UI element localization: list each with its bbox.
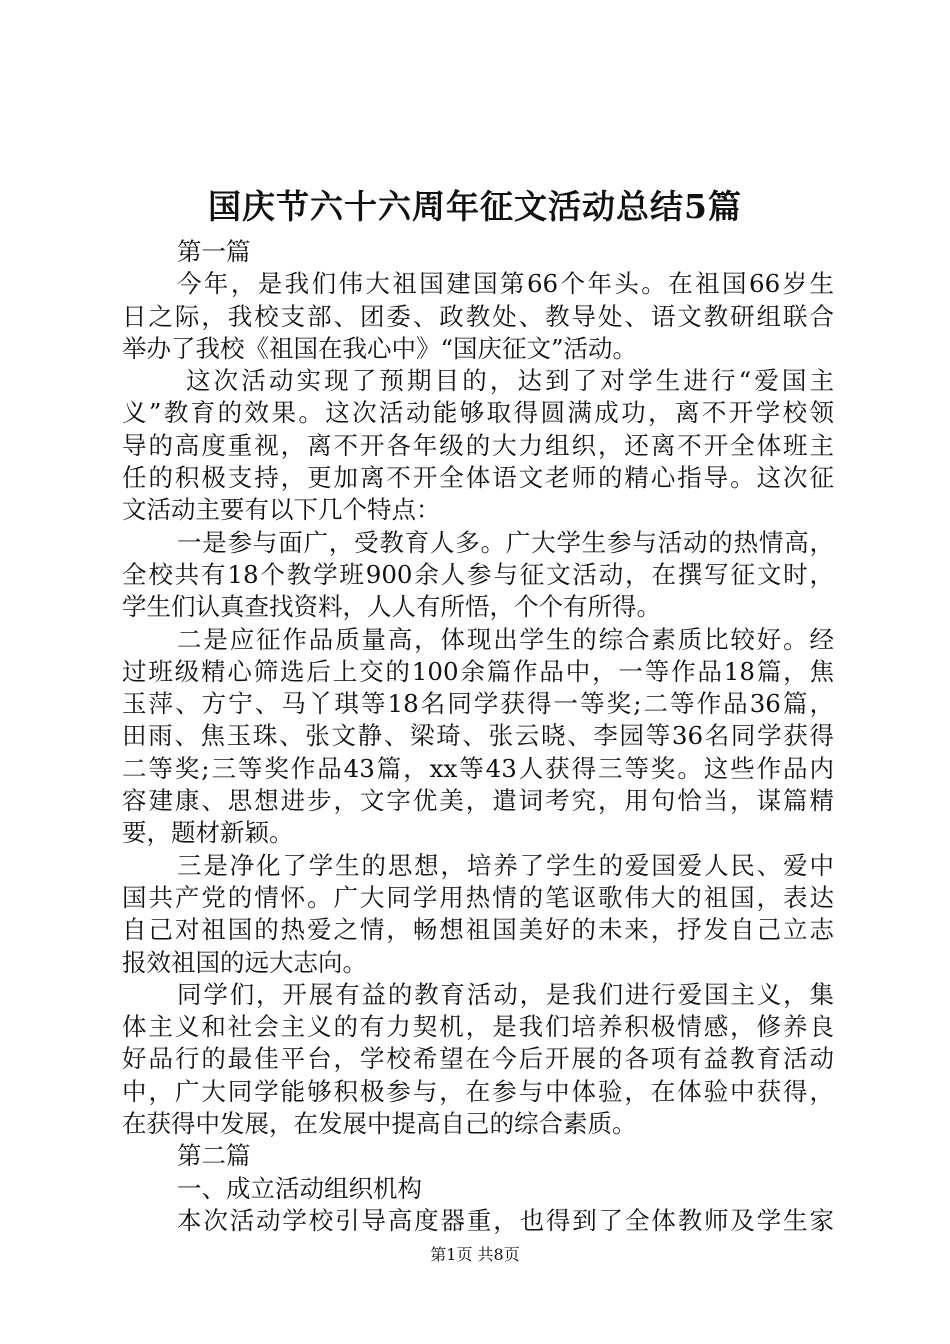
text-line: 一、成立活动组织机构 <box>177 1173 422 1203</box>
text-line: 第一篇 <box>177 237 251 266</box>
text-line: 报效祖国的远大志向。 <box>122 947 367 977</box>
text-line: 义”教育的效果。这次活动能够取得圆满成功，离不开学校领 <box>122 398 834 428</box>
text-line: 自己对祖国的热爱之情，畅想祖国美好的未来，抒发自己立志 <box>122 915 834 945</box>
text-line: 日之际，我校支部、团委、政教处、教导处、语文教研组联合 <box>122 301 834 331</box>
text-line: 学生们认真查找资料，人人有所悟，个个有所得。 <box>122 592 661 622</box>
text-line: 全校共有18个教学班900余人参与征文活动，在撰写征文时， <box>122 559 834 589</box>
text-line: 本次活动学校引导高度器重，也得到了全体教师及学生家 <box>177 1205 834 1235</box>
text-line: 三是净化了学生的思想，培养了学生的爱国爱人民、爱中 <box>177 850 834 880</box>
text-line: 二是应征作品质量高，体现出学生的综合素质比较好。经 <box>177 624 834 654</box>
text-line: 在获得中发展，在发展中提高自己的综合素质。 <box>122 1109 637 1139</box>
text-line: 第二篇 <box>177 1141 251 1171</box>
text-line: 过班级精心筛选后上交的100余篇作品中，一等作品18篇，焦 <box>122 656 834 686</box>
text-line: 一是参与面广，受教育人多。广大学生参与活动的热情高， <box>177 527 834 557</box>
text-line: 同学们，开展有益的教育活动，是我们进行爱国主义，集 <box>177 979 834 1009</box>
text-line: 中，广大同学能够积极参与，在参与中体验，在体验中获得， <box>122 1076 834 1106</box>
text-line: 文活动主要有以下几个特点： <box>122 495 441 525</box>
text-line: 二等奖;三等奖作品43篇，xx等43人获得三等奖。这些作品内 <box>122 753 834 783</box>
text-line: 田雨、焦玉珠、张文静、梁琦、张云晓、李园等36名同学获得 <box>122 721 834 751</box>
document-body <box>122 236 834 1237</box>
text-line: 要，题材新颖。 <box>122 818 294 848</box>
text-line: 今年，是我们伟大祖国建国第66个年头。在祖国66岁生 <box>177 269 834 299</box>
text-line: 举办了我校《祖国在我心中》“国庆征文”活动。 <box>122 333 638 363</box>
text-line: 任的积极支持，更加离不开全体语文老师的精心指导。这次征 <box>122 463 834 493</box>
text-line: 导的高度重视，离不开各年级的大力组织，还离不开全体班主 <box>122 430 834 460</box>
text-line: 国共产党的情怀。广大同学用热情的笔讴歌伟大的祖国，表达 <box>122 882 834 912</box>
page-footer: 第1页 共8页 <box>430 1245 520 1264</box>
document-title: 国庆节六十六周年征文活动总结5篇 <box>208 187 742 226</box>
text-line: 好品行的最佳平台，学校希望在今后开展的各项有益教育活动 <box>122 1044 834 1074</box>
text-line: 这次活动实现了预期目的，达到了对学生进行“爱国主 <box>186 366 834 396</box>
text-line: 玉萍、方宁、马丫琪等18名同学获得一等奖;二等作品36篇， <box>122 689 834 719</box>
text-line: 体主义和社会主义的有力契机，是我们培养积极情感，修养良 <box>122 1012 834 1042</box>
text-line: 容建康、思想进步，文字优美，遣词考究，用句恰当，谋篇精 <box>122 786 834 816</box>
